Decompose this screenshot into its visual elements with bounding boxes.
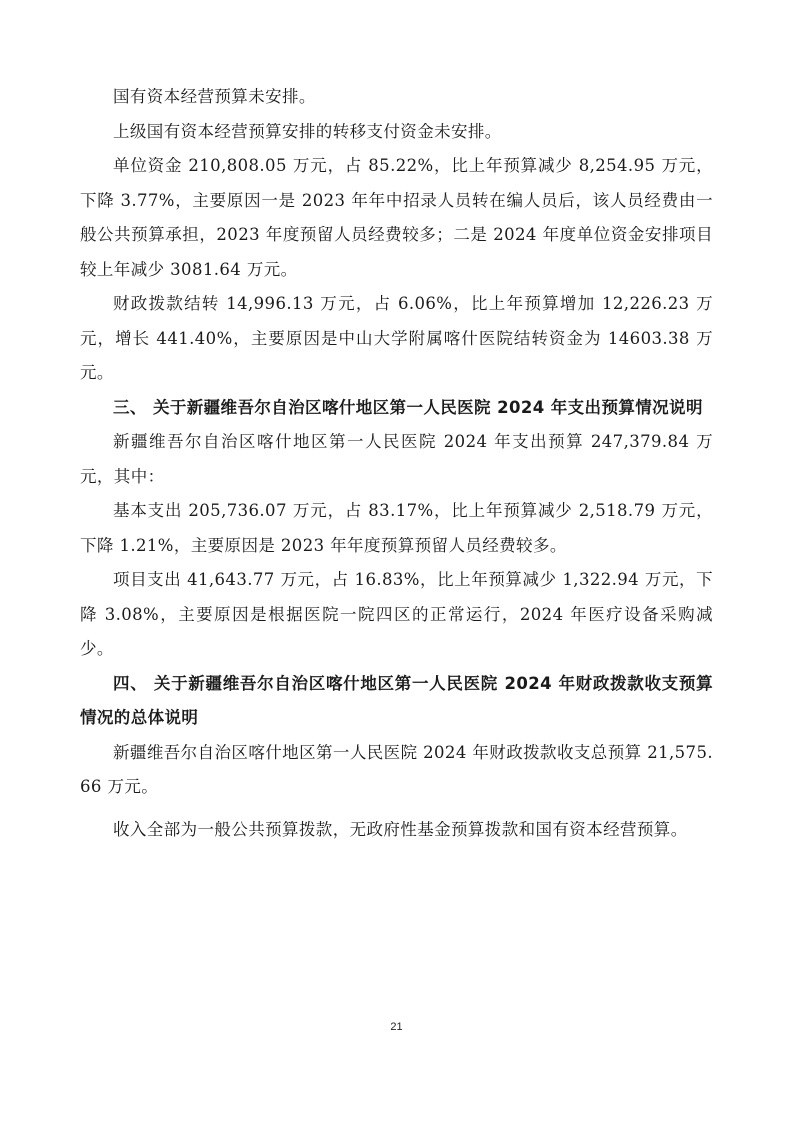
paragraph-state-capital-budget: 国有资本经营预算未安排。 <box>113 87 316 106</box>
page-number: 21 <box>390 1021 403 1033</box>
paragraph-transfer-payment: 上级国有资本经营预算安排的转移支付资金未安排。 <box>113 121 502 141</box>
paragraph-unit-funds: 单位资金 210,808.05 万元，占 85.22%，比上年预算减少 8,254.95 万元，下降 3.77%，主要原因一是 2023 年年中招录人员转在编人员后，该人员经费由一般公共预算承担，2023 年度预留人员经费较多；二是 2024 年度单位资金安排项目较上年减少 3081.64 万元。 <box>80 156 713 279</box>
section-3-heading: 三、 关于新疆维吾尔自治区喀什地区第一人民医院 2024 年支出预算情况说明 <box>113 397 703 417</box>
paragraph-project-expenditure: 项目支出 41,643.77 万元，占 16.83%，比上年预算减少 1,322.94 万元，下降 3.08%，主要原因是根据医院一院四区的正常运行，2024 年医疗设备采购减少。 <box>80 570 713 658</box>
paragraph-income-composition: 收入全部为一般公共预算拨款，无政府性基金预算拨款和国有资本经营预算。 <box>113 819 688 839</box>
paragraph-basic-expenditure: 基本支出 205,736.07 万元，占 83.17%，比上年预算减少 2,518.79 万元，下降 1.21%，主要原因是 2023 年年度预算预留人员经费较多。 <box>80 501 713 555</box>
section-4-heading: 四、 关于新疆维吾尔自治区喀什地区第一人民医院 2024 年财政拨款收支预算情况的总体说明 <box>80 673 713 727</box>
paragraph-fiscal-total: 新疆维吾尔自治区喀什地区第一人民医院 2024 年财政拨款收支总预算 21,575.66 万元。 <box>80 742 713 796</box>
paragraph-fiscal-carryover: 财政拨款结转 14,996.13 万元，占 6.06%，比上年预算增加 12,226.23 万元，增长 441.40%，主要原因是中山大学附属喀什医院结转资金为 14603.38 万元。 <box>80 294 713 382</box>
paragraph-spacer <box>80 805 713 813</box>
paragraph-expenditure-total: 新疆维吾尔自治区喀什地区第一人民医院 2024 年支出预算 247,379.84 万元，其中： <box>80 432 713 486</box>
document-body <box>80 80 713 847</box>
